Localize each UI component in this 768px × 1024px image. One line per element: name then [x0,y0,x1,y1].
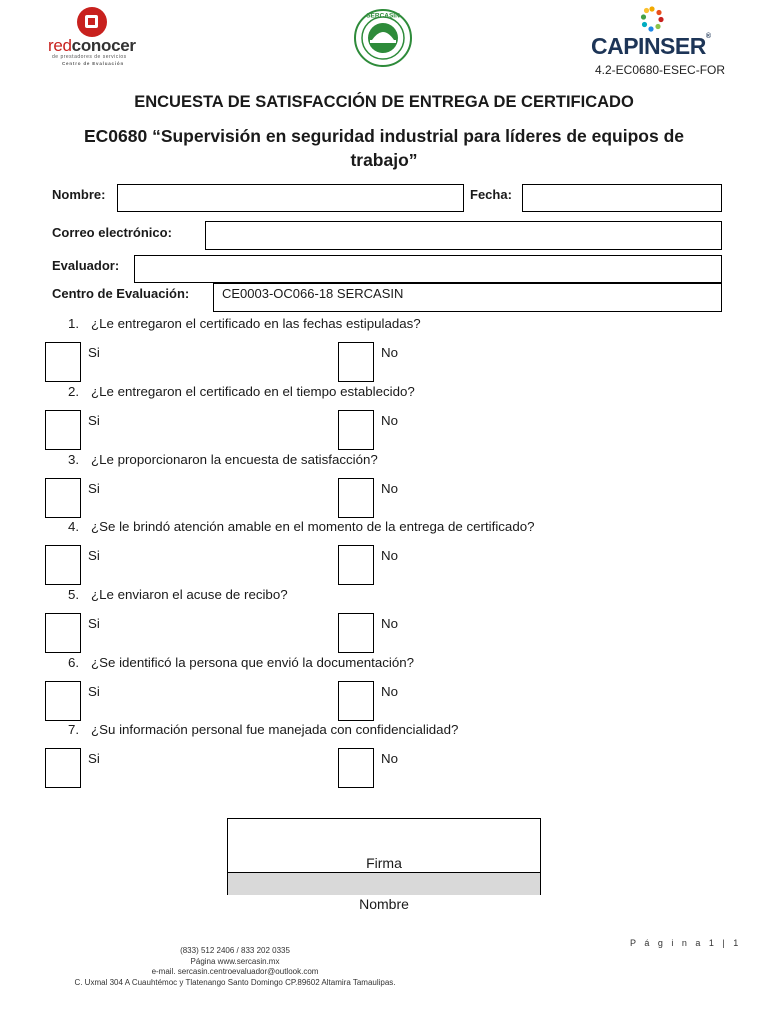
signature-nombre-label: Nombre [359,896,409,912]
no-label: No [381,616,398,631]
correo-label: Correo electrónico: [52,225,172,240]
no-label: No [381,751,398,766]
red-conocer-wordmark: redconocer [48,36,136,55]
fecha-label: Fecha: [470,187,512,202]
question-number: 2. [68,384,80,399]
no-label: No [381,481,398,496]
yes-label: Si [88,481,100,496]
page-subtitle: EC0680 “Supervisión en seguridad industrial para líderes de equipos de trabajo” [83,126,685,170]
question-text: ¿Su información personal fue manejada con confidencialidad? [91,722,459,737]
yes-checkbox[interactable] [45,613,81,653]
sercasin-seal-logo [352,8,414,68]
no-label: No [381,548,398,563]
yes-checkbox[interactable] [45,478,81,518]
signature-name-strip[interactable] [228,872,540,895]
footer-phones: (833) 512 2406 / 833 202 0335 [180,946,290,955]
document-code: 4.2-EC0680-ESEC-FOR [595,63,726,77]
yes-checkbox[interactable] [45,410,81,450]
yes-checkbox[interactable] [45,681,81,721]
no-checkbox[interactable] [338,410,374,450]
red-conocer-subtitle: de prestadores de servicios [52,54,127,60]
question-number: 7. [68,722,80,737]
capinser-dots-icon [640,6,664,32]
nombre-label: Nombre: [52,187,106,202]
footer-email[interactable]: e-mail. sercasin.centroevaluador@outlook.com [151,967,319,976]
sercasin-seal-text: SERCASIN [366,12,400,20]
footer-address: C. Uxmal 304 A Cuauhtémoc y Tlatenango Santo Domingo CP.89602 Altamira Tamaulipas. [74,977,396,987]
centro-field[interactable] [213,283,722,312]
yes-label: Si [88,751,100,766]
question-number: 6. [68,655,80,670]
question-number: 5. [68,587,80,602]
footer-web[interactable]: Página www.sercasin.mx [190,956,280,966]
fecha-field[interactable] [522,184,722,212]
centro-value: CE0003-OC066-18 SERCASIN [222,286,404,301]
no-label: No [381,413,398,428]
yes-checkbox[interactable] [45,545,81,585]
question-text: ¿Le entregaron el certificado en el tiempo establecido? [91,384,415,399]
no-label: No [381,345,398,360]
no-checkbox[interactable] [338,681,374,721]
correo-field[interactable] [205,221,722,250]
question-text: ¿Le proporcionaron la encuesta de satisfacción? [91,452,378,467]
no-checkbox[interactable] [338,342,374,382]
page-number: P á g i n a 1 | 1 [630,938,742,948]
evaluador-field[interactable] [134,255,722,283]
yes-checkbox[interactable] [45,748,81,788]
question-number: 1. [68,316,80,331]
no-checkbox[interactable] [338,545,374,585]
no-label: No [381,684,398,699]
firma-label: Firma [366,855,402,871]
no-checkbox[interactable] [338,748,374,788]
yes-checkbox[interactable] [45,342,81,382]
nombre-field[interactable] [117,184,464,212]
page-title: ENCUESTA DE SATISFACCIÓN DE ENTREGA DE CERTIFICADO [134,93,634,111]
footer-contact [40,946,430,988]
centro-label: Centro de Evaluación: [52,286,190,301]
yes-label: Si [88,684,100,699]
yes-label: Si [88,413,100,428]
question-number: 4. [68,519,80,534]
red-conocer-logo [72,6,112,38]
question-text: ¿Se le brindó atención amable en el momento de la entrega de certificado? [91,519,535,534]
yes-label: Si [88,345,100,360]
question-number: 3. [68,452,80,467]
yes-label: Si [88,548,100,563]
no-checkbox[interactable] [338,613,374,653]
yes-label: Si [88,616,100,631]
red-conocer-center-label: Centro de Evaluación [62,61,125,66]
question-text: ¿Le enviaron el acuse de recibo? [91,587,288,602]
evaluador-label: Evaluador: [52,258,120,273]
no-checkbox[interactable] [338,478,374,518]
question-text: ¿Se identificó la persona que envió la documentación? [91,655,415,670]
capinser-wordmark: CAPINSER® [591,33,711,59]
question-text: ¿Le entregaron el certificado en las fechas estipuladas? [91,316,421,331]
